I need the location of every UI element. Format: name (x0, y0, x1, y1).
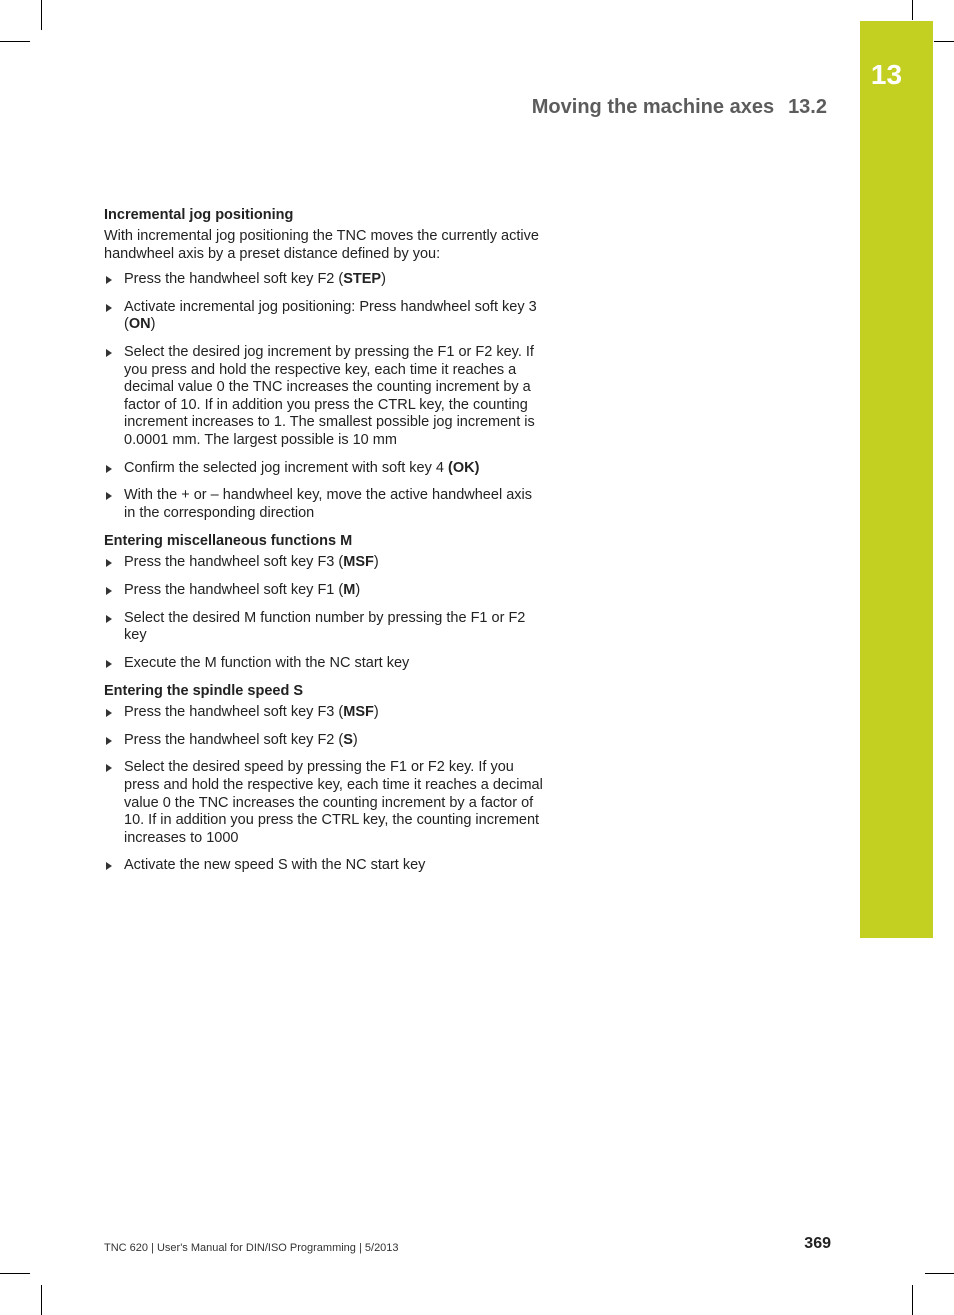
step-text: Activate the new speed S with the NC start key (124, 857, 426, 874)
crop-mark (912, 0, 913, 20)
chapter-tab (860, 21, 933, 938)
crop-mark (934, 41, 954, 42)
triangle-bullet-icon (106, 764, 112, 772)
list-item (104, 610, 544, 645)
step-list (104, 704, 544, 875)
crop-mark (925, 1273, 954, 1274)
step-text: Confirm the selected jog increment with soft key 4 (124, 459, 448, 476)
section-incremental-jog (104, 206, 544, 522)
running-head (532, 96, 827, 119)
section-heading: Entering miscellaneous functions M (104, 533, 353, 550)
triangle-bullet-icon (106, 587, 112, 595)
page-content (104, 206, 544, 885)
list-item (104, 271, 544, 289)
step-text: ) (373, 554, 379, 571)
step-text: Press the handwheel soft key F3 ( (124, 554, 344, 571)
section-title: Moving the machine axes (531, 96, 775, 118)
step-text: Select the desired speed by pressing the F1 or F2 key. If you press and hold the respective key, each time it reaches a decimal value 0 the TNC increases the counting increment by a factor of 10. If in addition you press the CTRL key, the counting increment increases to 1000 (124, 759, 543, 846)
chapter-number: 13 (870, 59, 903, 90)
list-item (104, 554, 544, 572)
intro-paragraph: With incremental jog positioning the TNC moves the currently active handwheel axis by a preset distance defined by you: (104, 228, 539, 262)
section-number: 13.2 (788, 96, 827, 118)
soft-key-label: (OK) (447, 459, 480, 476)
list-item (104, 759, 544, 847)
step-text: With the + or – handwheel key, move the active handwheel axis in the corresponding direction (124, 487, 532, 521)
soft-key-label: MSF (343, 704, 374, 721)
list-item (104, 460, 544, 478)
step-text: Select the desired jog increment by pressing the F1 or F2 key. If you press and hold the respective key, each time it reaches a decimal value 0 the TNC increases the counting increment by a factor of 10. If in addition you press the CTRL key, the counting increment increases to 1. The smallest possible jog increment is 0.0001 mm. The largest possible is 10 mm (124, 343, 535, 448)
section-spindle-speed (104, 682, 544, 875)
section-heading: Entering the spindle speed S (104, 683, 304, 700)
triangle-bullet-icon (106, 559, 112, 567)
step-list (104, 271, 544, 522)
crop-mark (41, 0, 42, 30)
list-item (104, 344, 544, 450)
step-text: ) (381, 271, 386, 288)
triangle-bullet-icon (106, 709, 112, 717)
triangle-bullet-icon (106, 862, 112, 870)
footer-text: TNC 620 | User's Manual for DIN/ISO Programming | 5/2013 (104, 1242, 399, 1254)
soft-key-label: STEP (343, 271, 382, 288)
crop-mark (912, 1285, 913, 1315)
list-item (104, 582, 544, 600)
step-text: ) (355, 581, 361, 598)
page-number: 369 (804, 1235, 831, 1252)
step-text: Press the handwheel soft key F2 ( (124, 731, 344, 748)
triangle-bullet-icon (106, 304, 112, 312)
triangle-bullet-icon (106, 492, 112, 500)
step-text: Press the handwheel soft key F3 ( (124, 704, 344, 721)
triangle-bullet-icon (106, 615, 112, 623)
triangle-bullet-icon (106, 349, 112, 357)
list-item (104, 299, 544, 334)
soft-key-label: ON (128, 316, 151, 333)
step-list (104, 554, 544, 672)
list-item (104, 655, 544, 673)
triangle-bullet-icon (106, 737, 112, 745)
triangle-bullet-icon (106, 660, 112, 668)
list-item (104, 857, 544, 875)
crop-mark (41, 1285, 42, 1315)
section-misc-functions (104, 532, 544, 672)
crop-mark (0, 1273, 30, 1274)
section-heading: Incremental jog positioning (104, 207, 294, 223)
soft-key-label: M (343, 581, 356, 598)
list-item (104, 732, 544, 750)
step-text: Execute the M function with the NC start key (124, 654, 410, 671)
triangle-bullet-icon (106, 276, 112, 284)
soft-key-label: MSF (343, 554, 374, 571)
step-text: Press the handwheel soft key F2 ( (124, 271, 344, 288)
step-text: ) (352, 731, 358, 748)
step-text: Activate incremental jog positioning: Press handwheel soft key 3 ( (124, 298, 537, 333)
crop-mark (0, 41, 30, 42)
soft-key-label: S (343, 731, 353, 748)
step-text: Select the desired M function number by pressing the F1 or F2 key (124, 609, 526, 644)
list-item (104, 487, 544, 522)
step-text: ) (150, 316, 156, 333)
step-text: Press the handwheel soft key F1 ( (124, 581, 344, 598)
step-text: ) (373, 704, 379, 721)
triangle-bullet-icon (106, 465, 112, 473)
list-item (104, 704, 544, 722)
